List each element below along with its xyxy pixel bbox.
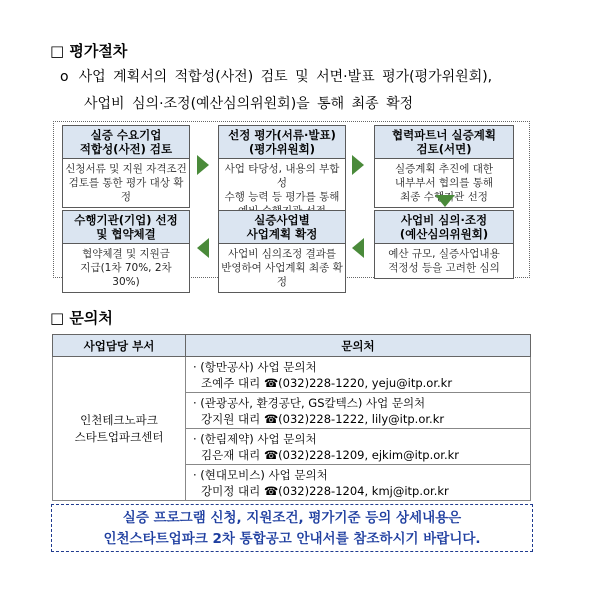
arrow-left-icon [352, 238, 364, 258]
department-cell [53, 357, 186, 501]
flow-step-4-desc [375, 244, 513, 278]
flow-step-3-desc-line2: 내부부서 협의를 통해 [395, 177, 493, 189]
flow-step-4-title-line2: (예산심의위원회) [399, 227, 489, 241]
flow-step-6 [62, 210, 190, 293]
flow-step-1-title [63, 126, 189, 159]
contact-line-person: 조예주 대리 ☎(032)228-1220, yeju@itp.or.kr [201, 375, 453, 390]
department-name-line2: 스타트업파크센터 [74, 429, 164, 444]
contact-line-person: 강지원 대리 ☎(032)228-1222, lily@itp.or.kr [201, 411, 445, 426]
section-title-text: 문의처 [69, 309, 113, 327]
flow-step-2-title-line2: (평가위원회) [248, 142, 316, 156]
department-name-line1: 인천테크노파크 [80, 412, 158, 427]
flow-step-4 [374, 210, 514, 279]
flow-step-2-title-line1: 선정 평가(서류·발표) [228, 128, 336, 142]
intro-text-1: 사업 계획서의 적합성(사전) 검토 및 서면·발표 평가(평가위원회), [78, 69, 493, 85]
flow-step-6-title [63, 211, 189, 244]
notice-line-2: 인천스타트업파크 2차 통합공고 안내서를 참조하시기 바랍니다. [103, 531, 481, 547]
table-row [53, 357, 531, 393]
contact-line-topic: · (관광공사, 환경공단, GS칼텍스) 사업 문의처 [193, 395, 426, 410]
contact-line-topic: · (현대모비스) 사업 문의처 [193, 467, 328, 482]
flow-step-5-desc [219, 244, 345, 292]
flow-step-4-title [375, 211, 513, 244]
column-header-contact: 문의처 [186, 335, 531, 357]
flow-step-1 [62, 125, 190, 208]
arrow-down-icon [435, 195, 455, 207]
contact-line-person: 강미정 대리 ☎(032)228-1204, kmj@itp.or.kr [201, 483, 449, 498]
section-title-contact [50, 307, 113, 328]
contact-cell [186, 465, 531, 501]
section-marker: □ [50, 42, 65, 60]
flow-step-6-desc-line2: 지급(1차 70%, 2차 30%) [80, 262, 172, 288]
intro-bullet: o [60, 69, 69, 85]
section-title-text: 평가절차 [69, 42, 128, 60]
notice-box [51, 504, 533, 552]
contact-cell [186, 357, 531, 393]
flow-step-5-title [219, 211, 345, 244]
arrow-left-icon [197, 238, 209, 258]
arrow-right-icon [197, 155, 209, 175]
flow-step-5 [218, 210, 346, 293]
arrow-right-icon [352, 155, 364, 175]
flow-step-6-title-line2: 및 협약체결 [96, 227, 156, 241]
flow-step-2-title [219, 126, 345, 159]
flow-step-1-desc-line1: 신청서류 및 지원 자격조건 [65, 163, 187, 175]
section-title-evaluation [50, 40, 127, 61]
contact-line-topic: · (한림제약) 사업 문의처 [193, 431, 317, 446]
flow-step-2-desc-line1: 사업 타당성, 내용의 부합성 [224, 163, 340, 189]
evaluation-flow-diagram [53, 121, 530, 288]
flow-step-1-desc [63, 159, 189, 207]
flow-step-5-desc-line2: 반영하여 사업계획 최종 확정 [221, 262, 343, 288]
flow-step-3-desc-line1: 실증계획 추진에 대한 [395, 163, 493, 175]
flow-step-3-title-line2: 검토(서면) [416, 142, 472, 156]
flow-step-3-title [375, 126, 513, 159]
flow-step-4-desc-line2: 적정성 등을 고려한 심의 [388, 262, 500, 274]
flow-step-3-desc-line3: 최종 수행기관 선정 [400, 191, 488, 203]
table-header-row [53, 335, 531, 357]
contact-cell [186, 429, 531, 465]
flow-step-1-title-line2: 적합성(사전) 검토 [79, 142, 173, 156]
contact-line-person: 김은재 대리 ☎(032)228-1209, ejkim@itp.or.kr [201, 447, 460, 462]
intro-line-1 [60, 66, 492, 86]
flow-step-6-desc-line1: 협약체결 및 지원금 [82, 248, 170, 260]
flow-step-3-title-line1: 협력파트너 실증계획 [392, 128, 496, 142]
flow-step-6-desc [63, 244, 189, 292]
flow-step-5-desc-line1: 사업비 심의조정 결과를 [227, 248, 337, 260]
flow-step-2-desc-line2: 수행 능력 등 평가를 통해 [224, 191, 340, 203]
flow-step-1-title-line1: 실증 수요기업 [90, 128, 162, 142]
flow-step-4-desc-line1: 예산 규모, 실증사업내용 [388, 248, 500, 260]
section-marker: □ [50, 309, 65, 327]
notice-line-1: 실증 프로그램 신청, 지원조건, 평가기준 등의 상세내용은 [122, 510, 462, 526]
flow-step-6-title-line1: 수행기관(기업) 선정 [74, 213, 178, 227]
column-header-department: 사업담당 부서 [53, 335, 186, 357]
contact-line-topic: · (항만공사) 사업 문의처 [193, 359, 317, 374]
intro-line-2: 사업비 심의·조정(예산심의위원회)을 통해 최종 확정 [84, 96, 414, 112]
flow-step-5-title-line1: 실증사업별 [254, 213, 310, 227]
flow-step-1-desc-line2: 검토를 통한 평가 대상 확정 [68, 177, 184, 203]
flow-step-5-title-line2: 사업계획 확정 [246, 227, 318, 241]
flow-step-4-title-line1: 사업비 심의·조정 [400, 213, 488, 227]
contact-cell [186, 393, 531, 429]
contact-table [52, 334, 531, 501]
flow-step-2 [218, 125, 346, 222]
